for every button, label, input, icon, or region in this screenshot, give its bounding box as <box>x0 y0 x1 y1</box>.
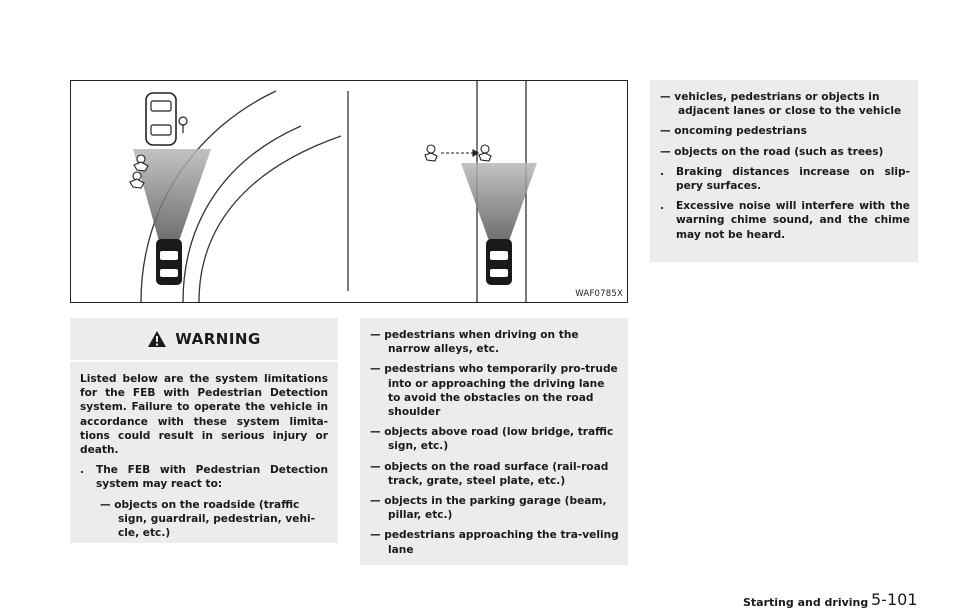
list-item: — oncoming pedestrians <box>660 125 807 138</box>
section-title: Starting and driving <box>743 596 869 609</box>
list-item: — objects above road (low bridge, traffic sign, etc.) <box>370 426 614 453</box>
bullet-text: Braking distances increase on slip-pery surfaces. <box>676 165 910 193</box>
right-bullet <box>660 199 910 242</box>
bullet-mark: . <box>80 464 85 477</box>
warning-panel-right <box>650 80 918 262</box>
warning-triangle-icon <box>147 330 167 348</box>
list-item: — objects on the roadside (traffic sign, guardrail, pedestrian, vehi-cle, etc.) <box>100 498 316 540</box>
list-item: — pedestrians when driving on the narrow alleys, etc. <box>370 329 579 356</box>
list-item: — pedestrians approaching the tra-veling lane <box>370 529 619 556</box>
right-bullet <box>660 165 910 193</box>
warning-intro: Listed below are the system limitations for the FEB with Pedestrian Detection system. Failure to operate the vehicle in accordance with these system limita-tions could result in serious injury or death. <box>80 373 328 457</box>
warning-bullet <box>80 463 328 491</box>
warning-panel <box>70 318 338 543</box>
list-item: — pedestrians who temporarily pro-trude into or approaching the driving lane to avoid the obstacles on the road shoulder <box>370 363 618 419</box>
list-item: — vehicles, pedestrians or objects in adjacent lanes or close to the vehicle <box>660 91 902 118</box>
illustration-figure <box>70 80 628 303</box>
own-vehicle-right-icon <box>486 239 512 285</box>
bullet-mark: . <box>660 200 665 213</box>
bullet-mark: . <box>660 165 665 178</box>
sensor-beam-left <box>133 149 211 241</box>
warning-panel-continued <box>360 318 628 565</box>
figure-code: WAF0785X <box>575 289 623 299</box>
traffic-sign-icon <box>179 117 187 133</box>
feb-limitations-illustration <box>71 81 627 302</box>
own-vehicle-left-icon <box>156 239 182 285</box>
list-item: — objects on the road surface (rail-road track, grate, steel plate, etc.) <box>370 460 609 487</box>
warning-title: WARNING <box>175 329 261 348</box>
bullet-text: The FEB with Pedestrian Detection system may react to: <box>96 464 328 491</box>
moving-pedestrian-icon <box>425 145 491 161</box>
bullet-text: Excessive noise will interfere with the warning chime sound, and the chime may not be heard. <box>676 200 910 241</box>
list-item: — objects in the parking garage (beam, pillar, etc.) <box>370 495 607 522</box>
road-edge-inner <box>199 136 341 302</box>
warning-header <box>70 318 338 362</box>
page-number: 5-101 <box>871 590 918 609</box>
parked-car-icon <box>146 93 176 145</box>
list-item: — objects on the road (such as trees) <box>660 145 884 158</box>
